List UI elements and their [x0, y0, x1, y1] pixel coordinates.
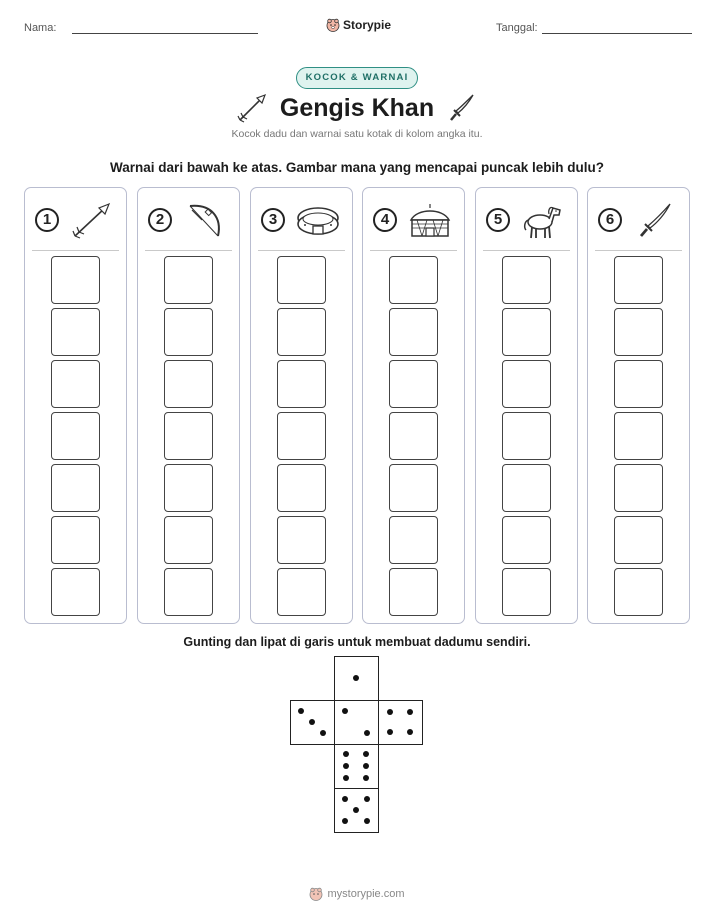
- color-box[interactable]: [51, 516, 100, 564]
- name-field[interactable]: [72, 33, 258, 34]
- die-face-2: [334, 700, 379, 745]
- color-box[interactable]: [614, 308, 663, 356]
- pip: [320, 730, 326, 736]
- pip: [363, 751, 369, 757]
- color-box[interactable]: [51, 412, 100, 460]
- brand-name: Storypie: [343, 18, 392, 32]
- cut-instruction: Gunting dan lipat di garis untuk membuat dadumu sendiri.: [183, 635, 531, 649]
- color-box[interactable]: [389, 360, 438, 408]
- column-number: 3: [261, 208, 285, 232]
- column-6: [587, 187, 690, 624]
- belt-icon: [295, 200, 341, 242]
- color-box[interactable]: [614, 516, 663, 564]
- color-box[interactable]: [277, 412, 326, 460]
- pip: [363, 775, 369, 781]
- column-divider: [32, 250, 119, 251]
- color-box[interactable]: [51, 464, 100, 512]
- color-box[interactable]: [164, 516, 213, 564]
- pip: [407, 709, 413, 715]
- worksheet-header: [0, 18, 714, 40]
- color-box[interactable]: [164, 308, 213, 356]
- horse-icon: [520, 200, 566, 242]
- pip: [343, 751, 349, 757]
- color-box[interactable]: [502, 516, 551, 564]
- column-4: [362, 187, 465, 624]
- pip: [364, 818, 370, 824]
- pip: [387, 709, 393, 715]
- color-box[interactable]: [277, 360, 326, 408]
- bow-icon: [182, 200, 228, 242]
- date-field[interactable]: [542, 33, 692, 34]
- column-number: 2: [148, 208, 172, 232]
- color-box[interactable]: [502, 568, 551, 616]
- color-box[interactable]: [277, 464, 326, 512]
- pip: [387, 729, 393, 735]
- color-box[interactable]: [614, 360, 663, 408]
- column-number: 4: [373, 208, 397, 232]
- color-box[interactable]: [614, 256, 663, 304]
- color-box[interactable]: [502, 464, 551, 512]
- title-row: [0, 92, 714, 126]
- color-box[interactable]: [164, 568, 213, 616]
- subtitle: Kocok dadu dan warnai satu kotak di kolom angka itu.: [231, 128, 483, 140]
- color-box[interactable]: [164, 412, 213, 460]
- column-divider: [595, 250, 682, 251]
- color-box[interactable]: [614, 568, 663, 616]
- color-box[interactable]: [389, 308, 438, 356]
- color-box[interactable]: [51, 568, 100, 616]
- column-header: [363, 188, 464, 252]
- column-header: [138, 188, 239, 252]
- column-divider: [370, 250, 457, 251]
- pip: [342, 796, 348, 802]
- die-face-6: [334, 744, 379, 789]
- pip: [407, 729, 413, 735]
- color-box[interactable]: [51, 256, 100, 304]
- die-face-4: [378, 700, 423, 745]
- storypie-logo-icon: [326, 18, 340, 32]
- pip: [342, 708, 348, 714]
- activity-badge: KOCOK & WARNAI: [296, 67, 418, 89]
- color-box[interactable]: [502, 308, 551, 356]
- color-box[interactable]: [51, 360, 100, 408]
- page-title: Gengis Khan: [279, 94, 435, 122]
- storypie-logo-icon: [309, 887, 323, 901]
- die-face-3: [290, 700, 335, 745]
- pip: [364, 730, 370, 736]
- color-box[interactable]: [502, 256, 551, 304]
- color-box[interactable]: [164, 464, 213, 512]
- arrow-icon: [69, 200, 115, 242]
- column-header: [588, 188, 689, 252]
- column-divider: [145, 250, 232, 251]
- column-number: 6: [598, 208, 622, 232]
- pip: [343, 775, 349, 781]
- pip: [363, 763, 369, 769]
- brand: [326, 18, 391, 32]
- column-5: [475, 187, 578, 624]
- color-box[interactable]: [502, 412, 551, 460]
- footer-url[interactable]: mystorypie.com: [327, 888, 405, 900]
- column-header: [476, 188, 577, 252]
- color-box[interactable]: [389, 256, 438, 304]
- pip: [298, 708, 304, 714]
- column-number: 5: [486, 208, 510, 232]
- column-divider: [483, 250, 570, 251]
- color-box[interactable]: [389, 516, 438, 564]
- column-header: [25, 188, 126, 252]
- pip: [309, 719, 315, 725]
- color-box[interactable]: [51, 308, 100, 356]
- color-box[interactable]: [277, 256, 326, 304]
- pip: [364, 796, 370, 802]
- color-box[interactable]: [277, 516, 326, 564]
- column-3: [250, 187, 353, 624]
- color-box[interactable]: [502, 360, 551, 408]
- pip: [342, 818, 348, 824]
- column-header: [251, 188, 352, 252]
- color-box[interactable]: [164, 360, 213, 408]
- column-1: [24, 187, 127, 624]
- color-box[interactable]: [277, 568, 326, 616]
- die-face-5: [334, 788, 379, 833]
- die-face-1: [334, 656, 379, 701]
- column-number: 1: [35, 208, 59, 232]
- pip: [353, 807, 359, 813]
- color-box[interactable]: [389, 568, 438, 616]
- sword-icon: [447, 92, 477, 124]
- column-2: [137, 187, 240, 624]
- color-box[interactable]: [614, 412, 663, 460]
- color-box[interactable]: [164, 256, 213, 304]
- date-label: Tanggal:: [496, 22, 538, 34]
- color-box[interactable]: [389, 412, 438, 460]
- sword-icon: [632, 200, 678, 242]
- yurt-icon: [407, 200, 453, 242]
- color-box[interactable]: [277, 308, 326, 356]
- pip: [353, 675, 359, 681]
- column-divider: [258, 250, 345, 251]
- color-box[interactable]: [614, 464, 663, 512]
- instruction-text: Warnai dari bawah ke atas. Gambar mana yang mencapai puncak lebih dulu?: [110, 160, 604, 175]
- pip: [343, 763, 349, 769]
- color-box[interactable]: [389, 464, 438, 512]
- footer: [0, 887, 714, 901]
- name-label: Nama:: [24, 22, 57, 34]
